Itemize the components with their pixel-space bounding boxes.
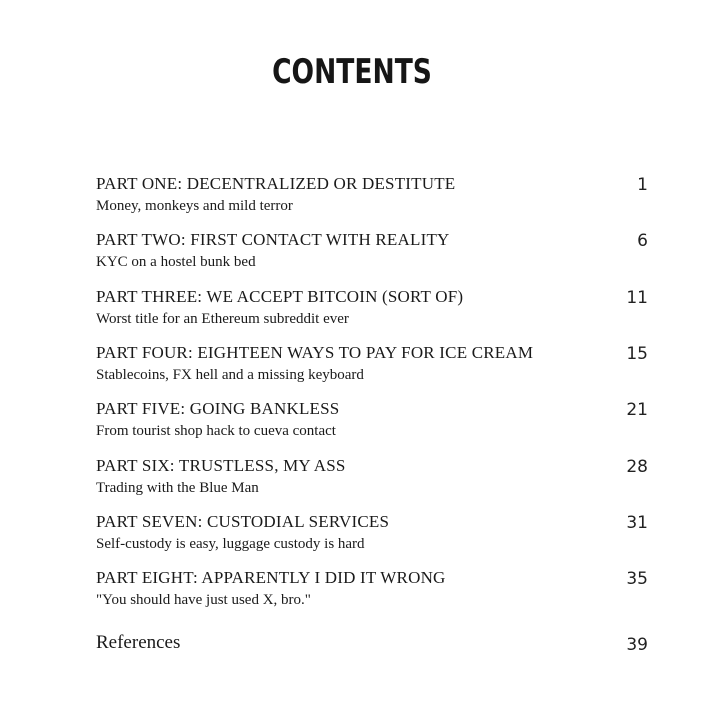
toc-entry-part-six[interactable] bbox=[96, 456, 648, 497]
toc-entry-subtitle: Self-custody is easy, luggage custody is hard bbox=[96, 536, 365, 552]
toc-entry-page-number: 1 bbox=[637, 175, 648, 195]
toc-entry-page-number: 11 bbox=[626, 288, 648, 308]
toc-entry-title: PART ONE: DECENTRALIZED OR DESTITUTE bbox=[96, 174, 456, 193]
toc-entry-part-one[interactable] bbox=[96, 174, 648, 215]
toc-entry-title: PART EIGHT: APPARENTLY I DID IT WRONG bbox=[96, 568, 446, 587]
toc-entry-page-number: 21 bbox=[626, 400, 648, 420]
toc-entry-references[interactable] bbox=[96, 632, 648, 654]
toc-entry-part-five[interactable] bbox=[96, 399, 648, 440]
toc-entry-title: PART SEVEN: CUSTODIAL SERVICES bbox=[96, 512, 390, 531]
toc-entry-page-number: 39 bbox=[626, 635, 648, 655]
toc-entry-part-four[interactable] bbox=[96, 343, 648, 384]
toc-entry-subtitle: KYC on a hostel bunk bed bbox=[96, 254, 256, 270]
toc-entry-title: PART THREE: WE ACCEPT BITCOIN (SORT OF) bbox=[96, 287, 464, 306]
toc-entry-page-number: 31 bbox=[626, 513, 648, 533]
toc-entry-subtitle: Money, monkeys and mild terror bbox=[96, 198, 293, 214]
toc-entry-subtitle: From tourist shop hack to cueva contact bbox=[96, 423, 336, 439]
toc-entry-title: PART SIX: TRUSTLESS, MY ASS bbox=[96, 456, 346, 475]
toc-entry-title: PART TWO: FIRST CONTACT WITH REALITY bbox=[96, 230, 450, 249]
toc-entry-page-number: 15 bbox=[626, 344, 648, 364]
toc-entry-title: References bbox=[96, 632, 181, 653]
toc-entry-subtitle: Trading with the Blue Man bbox=[96, 480, 259, 496]
toc-entry-subtitle: Stablecoins, FX hell and a missing keyboard bbox=[96, 367, 364, 383]
toc-entry-part-three[interactable] bbox=[96, 287, 648, 328]
toc-entry-page-number: 28 bbox=[626, 457, 648, 477]
toc-entry-title: PART FOUR: EIGHTEEN WAYS TO PAY FOR ICE CREAM bbox=[96, 343, 534, 362]
toc-entry-part-seven[interactable] bbox=[96, 512, 648, 553]
toc-entry-title: PART FIVE: GOING BANKLESS bbox=[96, 399, 340, 418]
toc-entry-subtitle: Worst title for an Ethereum subreddit ever bbox=[96, 311, 349, 327]
page-title: CONTENTS bbox=[272, 52, 432, 92]
toc-entry-part-two[interactable] bbox=[96, 230, 648, 271]
toc-entry-part-eight[interactable] bbox=[96, 568, 648, 609]
toc-entry-subtitle: "You should have just used X, bro." bbox=[96, 592, 311, 608]
toc-entry-page-number: 6 bbox=[637, 231, 648, 251]
toc-entry-page-number: 35 bbox=[626, 569, 648, 589]
